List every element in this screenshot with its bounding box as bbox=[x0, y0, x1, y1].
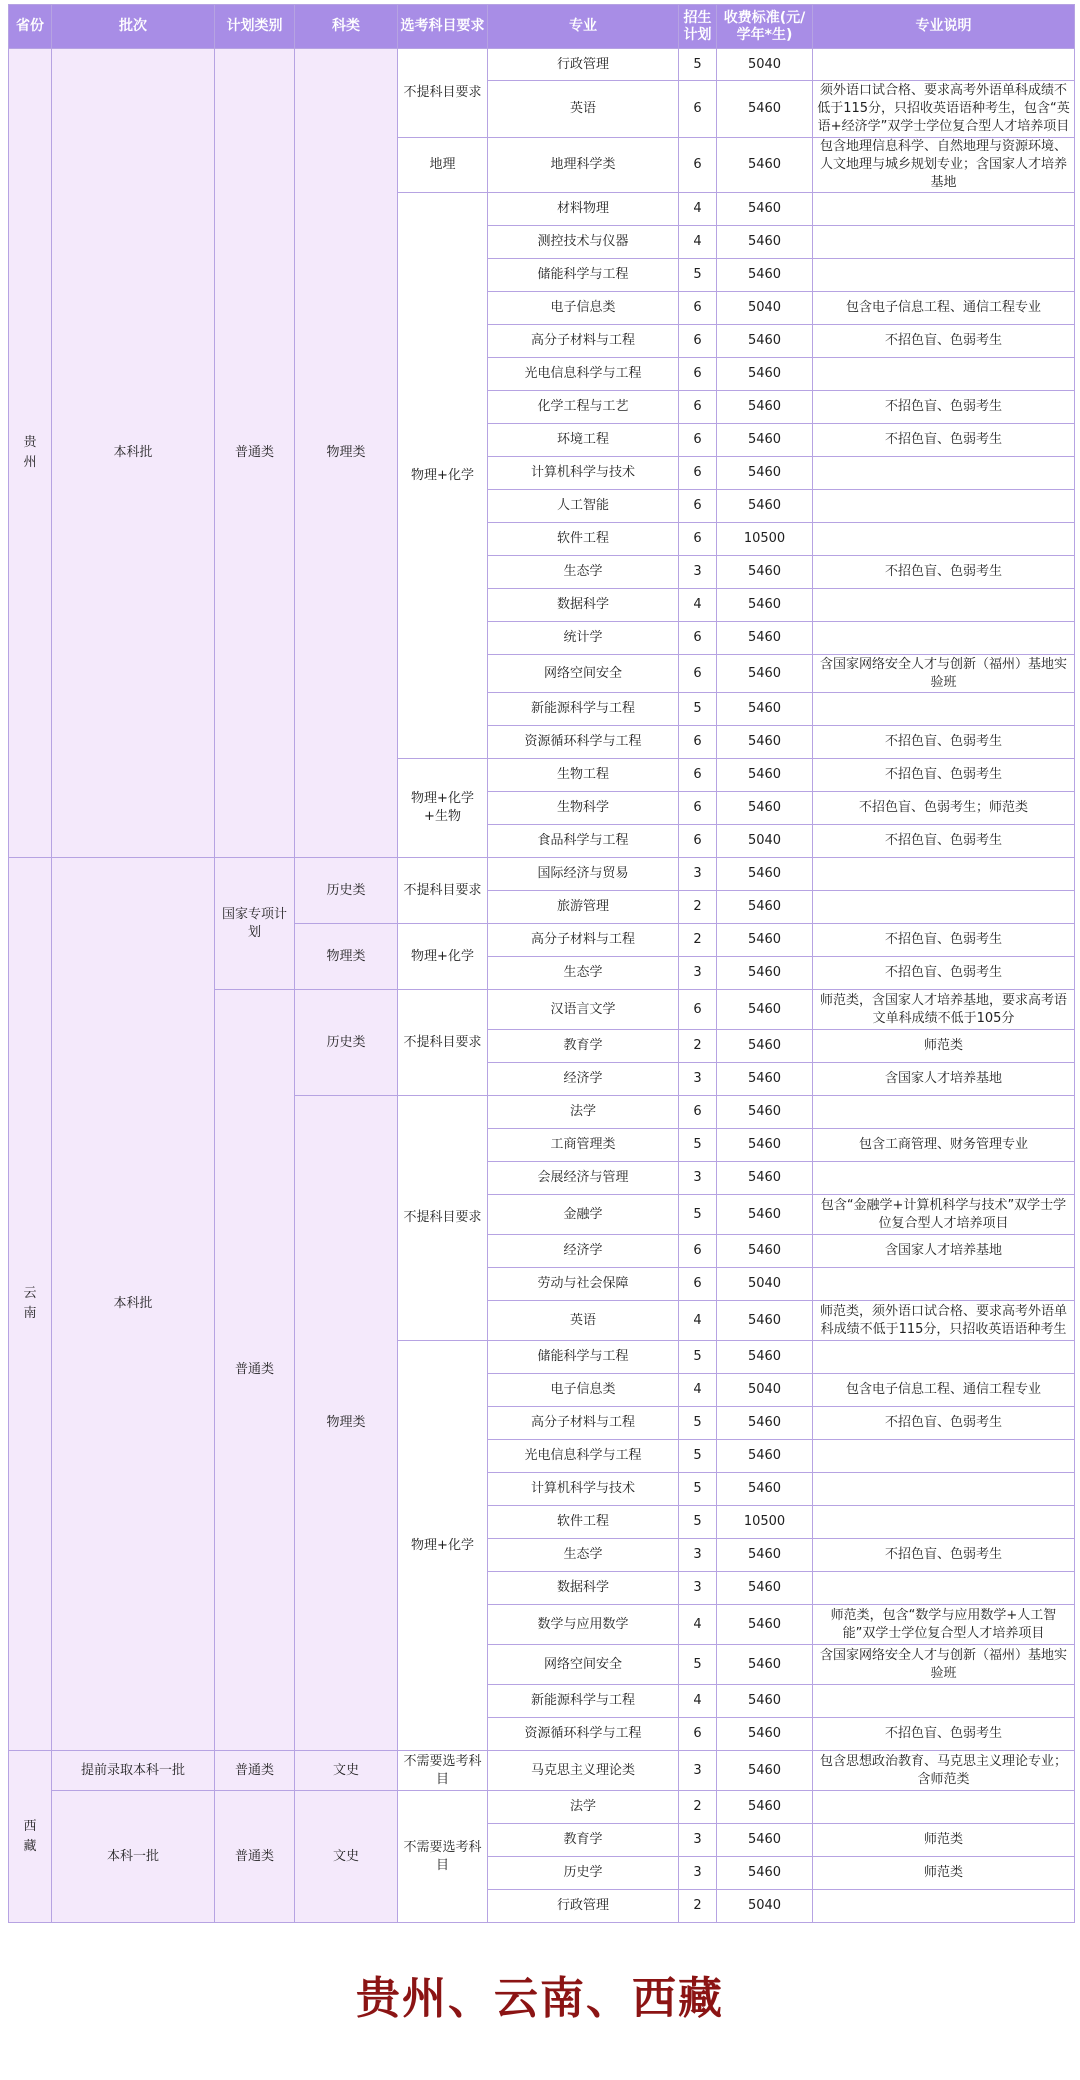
major-note-cell: 包含“金融学+计算机科学与技术”双学士学位复合型人才培养项目 bbox=[813, 1195, 1075, 1235]
major-note-cell: 包含地理信息科学、自然地理与资源环境、人文地理与城乡规划专业；含国家人才培养基地 bbox=[813, 138, 1075, 193]
subject-requirement-cell: 物理+化学+生物 bbox=[398, 759, 488, 858]
fee-cell: 5460 bbox=[717, 325, 813, 358]
plan-count-cell: 3 bbox=[679, 1824, 717, 1857]
plan-count-cell: 3 bbox=[679, 1162, 717, 1195]
major-cell: 光电信息科学与工程 bbox=[488, 358, 679, 391]
fee-cell: 5460 bbox=[717, 1572, 813, 1605]
major-cell: 计算机科学与技术 bbox=[488, 1473, 679, 1506]
major-cell: 储能科学与工程 bbox=[488, 1341, 679, 1374]
major-note-cell: 不招色盲、色弱考生 bbox=[813, 1407, 1075, 1440]
major-cell: 材料物理 bbox=[488, 193, 679, 226]
plan-count-cell: 3 bbox=[679, 1572, 717, 1605]
major-note-cell bbox=[813, 1268, 1075, 1301]
major-note-cell bbox=[813, 457, 1075, 490]
major-note-cell: 不招色盲、色弱考生 bbox=[813, 759, 1075, 792]
major-note-cell bbox=[813, 1440, 1075, 1473]
fee-cell: 5460 bbox=[717, 358, 813, 391]
major-note-cell: 师范类 bbox=[813, 1030, 1075, 1063]
plan-count-cell: 2 bbox=[679, 1791, 717, 1824]
province-label: 贵州 bbox=[23, 435, 37, 470]
fee-cell: 5460 bbox=[717, 726, 813, 759]
plan-count-cell: 6 bbox=[679, 726, 717, 759]
plan-count-cell: 6 bbox=[679, 325, 717, 358]
category-cell: 物理类 bbox=[295, 924, 398, 990]
major-note-cell bbox=[813, 622, 1075, 655]
major-note-cell: 包含电子信息工程、通信工程专业 bbox=[813, 292, 1075, 325]
table-row bbox=[9, 858, 1075, 891]
plan-count-cell: 6 bbox=[679, 759, 717, 792]
fee-cell: 5460 bbox=[717, 138, 813, 193]
subject-requirement-cell: 地理 bbox=[398, 138, 488, 193]
plan-count-cell: 5 bbox=[679, 1506, 717, 1539]
major-note-cell: 不招色盲、色弱考生；师范类 bbox=[813, 792, 1075, 825]
plan-count-cell: 5 bbox=[679, 1341, 717, 1374]
fee-cell: 5460 bbox=[717, 990, 813, 1030]
major-cell: 旅游管理 bbox=[488, 891, 679, 924]
category-cell: 物理类 bbox=[295, 1096, 398, 1751]
fee-cell: 5460 bbox=[717, 759, 813, 792]
category-cell: 文史 bbox=[295, 1751, 398, 1791]
plan-count-cell: 6 bbox=[679, 990, 717, 1030]
fee-cell: 5040 bbox=[717, 49, 813, 81]
province-yunnan bbox=[9, 858, 52, 1751]
fee-cell: 5460 bbox=[717, 1751, 813, 1791]
major-cell: 行政管理 bbox=[488, 49, 679, 81]
major-cell: 国际经济与贸易 bbox=[488, 858, 679, 891]
plan-count-cell: 6 bbox=[679, 792, 717, 825]
major-cell: 食品科学与工程 bbox=[488, 825, 679, 858]
plan-count-cell: 3 bbox=[679, 858, 717, 891]
fee-cell: 10500 bbox=[717, 1506, 813, 1539]
fee-cell: 5460 bbox=[717, 1645, 813, 1685]
fee-cell: 5460 bbox=[717, 858, 813, 891]
major-cell: 英语 bbox=[488, 1301, 679, 1341]
major-cell: 新能源科学与工程 bbox=[488, 1685, 679, 1718]
major-note-cell: 师范类，含国家人才培养基地，要求高考语文单科成绩不低于105分 bbox=[813, 990, 1075, 1030]
header-subject-requirement: 选考科目要求 bbox=[398, 5, 488, 49]
plan-type-cell: 普通类 bbox=[215, 1751, 295, 1791]
major-cell: 统计学 bbox=[488, 622, 679, 655]
major-cell: 电子信息类 bbox=[488, 1374, 679, 1407]
fee-cell: 5460 bbox=[717, 1129, 813, 1162]
major-note-cell: 不招色盲、色弱考生 bbox=[813, 391, 1075, 424]
fee-cell: 5460 bbox=[717, 1685, 813, 1718]
major-cell: 生态学 bbox=[488, 1539, 679, 1572]
fee-cell: 5460 bbox=[717, 792, 813, 825]
table-body bbox=[9, 49, 1075, 1923]
plan-count-cell: 6 bbox=[679, 457, 717, 490]
plan-count-cell: 6 bbox=[679, 825, 717, 858]
plan-type-cell: 普通类 bbox=[215, 990, 295, 1751]
plan-count-cell: 4 bbox=[679, 193, 717, 226]
major-cell: 经济学 bbox=[488, 1235, 679, 1268]
subject-requirement-cell: 不提科目要求 bbox=[398, 1096, 488, 1341]
province-xizang bbox=[9, 1751, 52, 1923]
major-cell: 法学 bbox=[488, 1791, 679, 1824]
major-note-cell bbox=[813, 1685, 1075, 1718]
plan-count-cell: 4 bbox=[679, 1605, 717, 1645]
fee-cell: 5460 bbox=[717, 622, 813, 655]
plan-count-cell: 6 bbox=[679, 655, 717, 693]
major-cell: 高分子材料与工程 bbox=[488, 1407, 679, 1440]
major-note-cell bbox=[813, 490, 1075, 523]
major-note-cell bbox=[813, 1890, 1075, 1923]
major-note-cell: 不招色盲、色弱考生 bbox=[813, 325, 1075, 358]
plan-count-cell: 4 bbox=[679, 1301, 717, 1341]
fee-cell: 5460 bbox=[717, 226, 813, 259]
fee-cell: 5460 bbox=[717, 693, 813, 726]
major-note-cell: 不招色盲、色弱考生 bbox=[813, 1718, 1075, 1751]
major-cell: 生物工程 bbox=[488, 759, 679, 792]
major-cell: 软件工程 bbox=[488, 523, 679, 556]
fee-cell: 5040 bbox=[717, 1374, 813, 1407]
plan-count-cell: 5 bbox=[679, 49, 717, 81]
major-note-cell bbox=[813, 1473, 1075, 1506]
major-cell: 化学工程与工艺 bbox=[488, 391, 679, 424]
plan-count-cell: 2 bbox=[679, 1030, 717, 1063]
plan-count-cell: 2 bbox=[679, 891, 717, 924]
plan-count-cell: 6 bbox=[679, 1268, 717, 1301]
fee-cell: 10500 bbox=[717, 523, 813, 556]
major-note-cell: 师范类，包含“数学与应用数学+人工智能”双学士学位复合型人才培养项目 bbox=[813, 1605, 1075, 1645]
plan-count-cell: 2 bbox=[679, 924, 717, 957]
major-cell: 历史学 bbox=[488, 1857, 679, 1890]
table-row bbox=[9, 49, 1075, 81]
fee-cell: 5460 bbox=[717, 81, 813, 138]
plan-count-cell: 6 bbox=[679, 81, 717, 138]
plan-count-cell: 6 bbox=[679, 490, 717, 523]
batch-cell: 本科批 bbox=[52, 858, 215, 1751]
major-note-cell: 不招色盲、色弱考生 bbox=[813, 1539, 1075, 1572]
fee-cell: 5460 bbox=[717, 1195, 813, 1235]
table-row bbox=[9, 1791, 1075, 1824]
plan-count-cell: 6 bbox=[679, 523, 717, 556]
plan-count-cell: 3 bbox=[679, 1063, 717, 1096]
major-cell: 人工智能 bbox=[488, 490, 679, 523]
fee-cell: 5460 bbox=[717, 1235, 813, 1268]
major-cell: 劳动与社会保障 bbox=[488, 1268, 679, 1301]
header-province: 省份 bbox=[9, 5, 52, 49]
fee-cell: 5460 bbox=[717, 1473, 813, 1506]
major-note-cell: 包含工商管理、财务管理专业 bbox=[813, 1129, 1075, 1162]
plan-count-cell: 4 bbox=[679, 1685, 717, 1718]
subject-requirement-cell: 不需要选考科目 bbox=[398, 1751, 488, 1791]
major-note-cell: 包含电子信息工程、通信工程专业 bbox=[813, 1374, 1075, 1407]
fee-cell: 5460 bbox=[717, 556, 813, 589]
plan-count-cell: 6 bbox=[679, 358, 717, 391]
plan-count-cell: 3 bbox=[679, 1857, 717, 1890]
major-cell: 高分子材料与工程 bbox=[488, 924, 679, 957]
category-cell: 历史类 bbox=[295, 858, 398, 924]
header-fee: 收费标准(元/学年*生) bbox=[717, 5, 813, 49]
plan-count-cell: 3 bbox=[679, 957, 717, 990]
major-note-cell: 不招色盲、色弱考生 bbox=[813, 825, 1075, 858]
major-cell: 生物科学 bbox=[488, 792, 679, 825]
major-cell: 工商管理类 bbox=[488, 1129, 679, 1162]
fee-cell: 5040 bbox=[717, 1890, 813, 1923]
plan-count-cell: 6 bbox=[679, 1235, 717, 1268]
major-note-cell: 包含思想政治教育、马克思主义理论专业；含师范类 bbox=[813, 1751, 1075, 1791]
major-cell: 电子信息类 bbox=[488, 292, 679, 325]
fee-cell: 5460 bbox=[717, 193, 813, 226]
major-cell: 软件工程 bbox=[488, 1506, 679, 1539]
fee-cell: 5460 bbox=[717, 1030, 813, 1063]
fee-cell: 5460 bbox=[717, 957, 813, 990]
fee-cell: 5460 bbox=[717, 424, 813, 457]
plan-count-cell: 5 bbox=[679, 1473, 717, 1506]
major-note-cell bbox=[813, 693, 1075, 726]
major-cell: 网络空间安全 bbox=[488, 1645, 679, 1685]
major-note-cell: 不招色盲、色弱考生 bbox=[813, 726, 1075, 759]
plan-count-cell: 3 bbox=[679, 556, 717, 589]
fee-cell: 5460 bbox=[717, 1440, 813, 1473]
fee-cell: 5460 bbox=[717, 1605, 813, 1645]
plan-count-cell: 5 bbox=[679, 1195, 717, 1235]
major-note-cell bbox=[813, 1506, 1075, 1539]
fee-cell: 5040 bbox=[717, 825, 813, 858]
plan-count-cell: 6 bbox=[679, 622, 717, 655]
major-note-cell: 含国家网络安全人才与创新（福州）基地实验班 bbox=[813, 1645, 1075, 1685]
fee-cell: 5460 bbox=[717, 490, 813, 523]
major-cell: 环境工程 bbox=[488, 424, 679, 457]
fee-cell: 5460 bbox=[717, 1718, 813, 1751]
enrollment-table bbox=[8, 4, 1075, 1923]
major-cell: 地理科学类 bbox=[488, 138, 679, 193]
plan-count-cell: 5 bbox=[679, 1645, 717, 1685]
major-cell: 测控技术与仪器 bbox=[488, 226, 679, 259]
header-category: 科类 bbox=[295, 5, 398, 49]
header-plan-type: 计划类别 bbox=[215, 5, 295, 49]
header-enrollment-plan: 招生计划 bbox=[679, 5, 717, 49]
major-note-cell bbox=[813, 858, 1075, 891]
fee-cell: 5460 bbox=[717, 1539, 813, 1572]
fee-cell: 5040 bbox=[717, 1268, 813, 1301]
fee-cell: 5460 bbox=[717, 1096, 813, 1129]
major-note-cell: 师范类 bbox=[813, 1824, 1075, 1857]
major-note-cell bbox=[813, 226, 1075, 259]
major-cell: 英语 bbox=[488, 81, 679, 138]
table-row bbox=[9, 1751, 1075, 1791]
major-note-cell: 含国家网络安全人才与创新（福州）基地实验班 bbox=[813, 655, 1075, 693]
fee-cell: 5460 bbox=[717, 1857, 813, 1890]
province-guizhou bbox=[9, 49, 52, 858]
plan-count-cell: 5 bbox=[679, 1440, 717, 1473]
plan-count-cell: 6 bbox=[679, 424, 717, 457]
plan-count-cell: 4 bbox=[679, 589, 717, 622]
category-cell: 文史 bbox=[295, 1791, 398, 1923]
header-batch: 批次 bbox=[52, 5, 215, 49]
subject-requirement-cell: 不提科目要求 bbox=[398, 990, 488, 1096]
major-cell: 马克思主义理论类 bbox=[488, 1751, 679, 1791]
major-note-cell bbox=[813, 523, 1075, 556]
fee-cell: 5460 bbox=[717, 391, 813, 424]
plan-count-cell: 6 bbox=[679, 1718, 717, 1751]
major-note-cell bbox=[813, 1791, 1075, 1824]
fee-cell: 5460 bbox=[717, 1791, 813, 1824]
subject-requirement-cell: 不提科目要求 bbox=[398, 49, 488, 138]
header-row bbox=[9, 5, 1075, 49]
fee-cell: 5460 bbox=[717, 457, 813, 490]
major-cell: 光电信息科学与工程 bbox=[488, 1440, 679, 1473]
enrollment-table-wrapper bbox=[8, 4, 1075, 1923]
major-note-cell: 须外语口试合格、要求高考外语单科成绩不低于115分，只招收英语语种考生，包含“英语+经济学”双学士学位复合型人才培养项目 bbox=[813, 81, 1075, 138]
fee-cell: 5460 bbox=[717, 655, 813, 693]
plan-count-cell: 6 bbox=[679, 138, 717, 193]
major-note-cell bbox=[813, 49, 1075, 81]
major-cell: 数据科学 bbox=[488, 589, 679, 622]
plan-count-cell: 5 bbox=[679, 259, 717, 292]
province-label: 西藏 bbox=[23, 1818, 37, 1854]
major-cell: 生态学 bbox=[488, 957, 679, 990]
major-cell: 行政管理 bbox=[488, 1890, 679, 1923]
major-note-cell bbox=[813, 259, 1075, 292]
major-note-cell: 不招色盲、色弱考生 bbox=[813, 556, 1075, 589]
major-cell: 资源循环科学与工程 bbox=[488, 726, 679, 759]
plan-count-cell: 5 bbox=[679, 1407, 717, 1440]
major-cell: 金融学 bbox=[488, 1195, 679, 1235]
header-major-notes: 专业说明 bbox=[813, 5, 1075, 49]
plan-count-cell: 5 bbox=[679, 1129, 717, 1162]
fee-cell: 5460 bbox=[717, 589, 813, 622]
major-note-cell bbox=[813, 1572, 1075, 1605]
category-cell: 物理类 bbox=[295, 49, 398, 858]
fee-cell: 5460 bbox=[717, 1162, 813, 1195]
plan-count-cell: 6 bbox=[679, 292, 717, 325]
major-note-cell bbox=[813, 891, 1075, 924]
batch-cell: 提前录取本科一批 bbox=[52, 1751, 215, 1791]
major-note-cell: 不招色盲、色弱考生 bbox=[813, 924, 1075, 957]
header-major: 专业 bbox=[488, 5, 679, 49]
fee-cell: 5460 bbox=[717, 1407, 813, 1440]
major-note-cell: 不招色盲、色弱考生 bbox=[813, 424, 1075, 457]
major-note-cell bbox=[813, 1096, 1075, 1129]
fee-cell: 5460 bbox=[717, 924, 813, 957]
fee-cell: 5460 bbox=[717, 891, 813, 924]
subject-requirement-cell: 物理+化学 bbox=[398, 924, 488, 990]
major-cell: 数据科学 bbox=[488, 1572, 679, 1605]
plan-type-cell: 普通类 bbox=[215, 49, 295, 858]
major-cell: 数学与应用数学 bbox=[488, 1605, 679, 1645]
province-label: 云南 bbox=[23, 1286, 37, 1321]
major-cell: 教育学 bbox=[488, 1030, 679, 1063]
major-cell: 高分子材料与工程 bbox=[488, 325, 679, 358]
fee-cell: 5460 bbox=[717, 1301, 813, 1341]
footer-title: 贵州、云南、西藏 bbox=[356, 1973, 724, 2024]
fee-cell: 5460 bbox=[717, 1341, 813, 1374]
plan-type-cell: 普通类 bbox=[215, 1791, 295, 1923]
major-cell: 网络空间安全 bbox=[488, 655, 679, 693]
subject-requirement-cell: 物理+化学 bbox=[398, 1341, 488, 1751]
major-cell: 法学 bbox=[488, 1096, 679, 1129]
major-note-cell bbox=[813, 358, 1075, 391]
major-cell: 生态学 bbox=[488, 556, 679, 589]
plan-type-cell: 国家专项计划 bbox=[215, 858, 295, 990]
major-cell: 汉语言文学 bbox=[488, 990, 679, 1030]
plan-count-cell: 4 bbox=[679, 226, 717, 259]
fee-cell: 5460 bbox=[717, 1063, 813, 1096]
major-note-cell: 含国家人才培养基地 bbox=[813, 1235, 1075, 1268]
major-cell: 计算机科学与技术 bbox=[488, 457, 679, 490]
fee-cell: 5040 bbox=[717, 292, 813, 325]
subject-requirement-cell: 不需要选考科目 bbox=[398, 1791, 488, 1923]
category-cell: 历史类 bbox=[295, 990, 398, 1096]
subject-requirement-cell: 不提科目要求 bbox=[398, 858, 488, 924]
plan-count-cell: 4 bbox=[679, 1374, 717, 1407]
major-note-cell bbox=[813, 193, 1075, 226]
plan-count-cell: 3 bbox=[679, 1539, 717, 1572]
subject-requirement-cell: 物理+化学 bbox=[398, 193, 488, 759]
fee-cell: 5460 bbox=[717, 259, 813, 292]
plan-count-cell: 5 bbox=[679, 693, 717, 726]
major-note-cell: 含国家人才培养基地 bbox=[813, 1063, 1075, 1096]
major-cell: 储能科学与工程 bbox=[488, 259, 679, 292]
major-note-cell bbox=[813, 1162, 1075, 1195]
plan-count-cell: 2 bbox=[679, 1890, 717, 1923]
major-note-cell bbox=[813, 589, 1075, 622]
major-cell: 教育学 bbox=[488, 1824, 679, 1857]
major-note-cell: 师范类，须外语口试合格、要求高考外语单科成绩不低于115分，只招收英语语种考生 bbox=[813, 1301, 1075, 1341]
major-cell: 经济学 bbox=[488, 1063, 679, 1096]
batch-cell: 本科批 bbox=[52, 49, 215, 858]
plan-count-cell: 3 bbox=[679, 1751, 717, 1791]
major-cell: 新能源科学与工程 bbox=[488, 693, 679, 726]
plan-count-cell: 6 bbox=[679, 1096, 717, 1129]
major-note-cell: 不招色盲、色弱考生 bbox=[813, 957, 1075, 990]
major-cell: 会展经济与管理 bbox=[488, 1162, 679, 1195]
batch-cell: 本科一批 bbox=[52, 1791, 215, 1923]
plan-count-cell: 6 bbox=[679, 391, 717, 424]
major-note-cell bbox=[813, 1341, 1075, 1374]
fee-cell: 5460 bbox=[717, 1824, 813, 1857]
major-note-cell: 师范类 bbox=[813, 1857, 1075, 1890]
major-cell: 资源循环科学与工程 bbox=[488, 1718, 679, 1751]
